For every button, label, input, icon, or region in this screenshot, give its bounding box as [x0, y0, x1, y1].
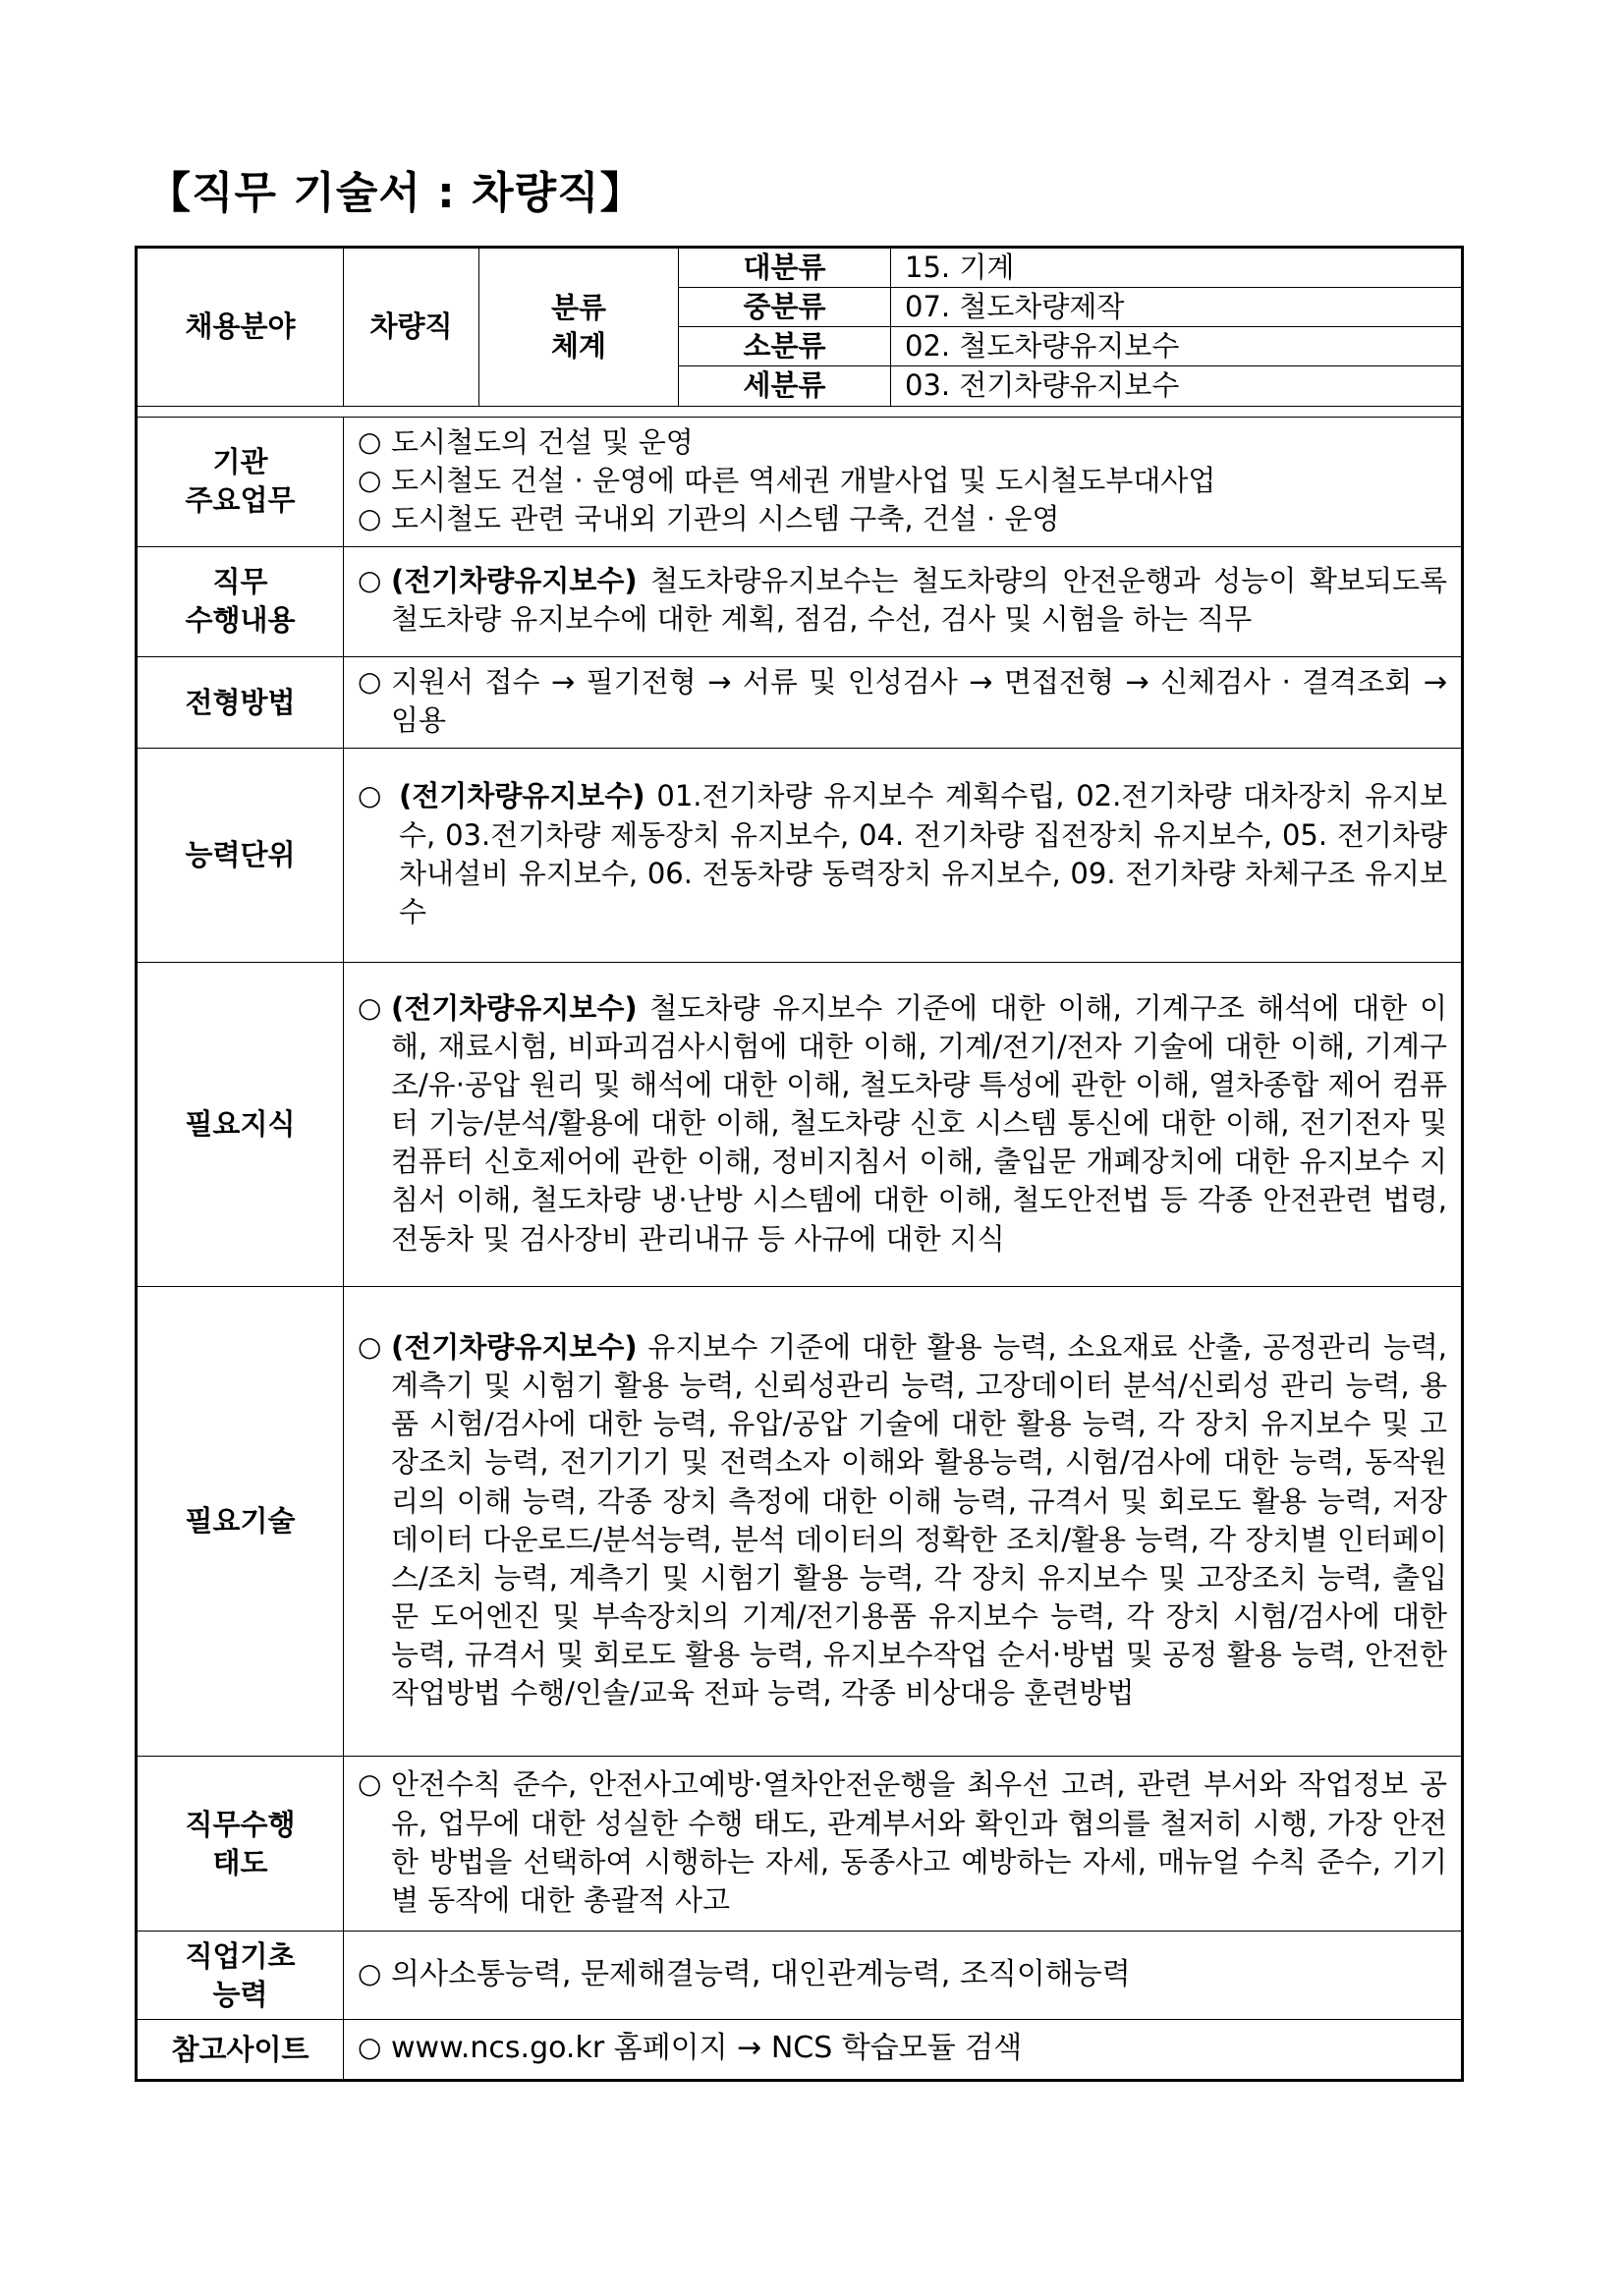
bullet-icon: ○ — [358, 501, 382, 534]
skill-content — [344, 1287, 1463, 1757]
bullet-icon: ○ — [358, 564, 382, 597]
duty-content — [344, 546, 1463, 656]
bullet-icon: ○ — [358, 664, 382, 698]
document-title: 【직무 기술서 : 차량직】 — [147, 168, 644, 218]
duty-label — [137, 546, 344, 656]
duty-lead: (전기차량유지보수) — [391, 564, 638, 598]
classification-level: 소분류 — [679, 327, 891, 366]
classification-label — [479, 248, 679, 407]
ability-text — [399, 777, 1447, 931]
reference-content — [344, 2020, 1463, 2081]
bullet-icon: ○ — [358, 463, 382, 496]
duty-text — [391, 562, 1447, 639]
knowledge-label: 필요지식 — [137, 963, 344, 1287]
bullet-icon: ○ — [358, 2031, 382, 2064]
basic-text: 의사소통능력, 문제해결능력, 대인관계능력, 조직이해능력 — [391, 1956, 1131, 1991]
ability-body: 01.전기차량 유지보수 계획수립, 02.전기차량 대차장치 유지보수, 03.전기차량 제동장치 유지보수, 04. 전기차량 집전장치 유지보수, 05. 전기차량 차내설비 유지보수, 06. 전동차량 동력장치 유지보수, 09. 전기차량 차체구조 유지보수 — [399, 779, 1447, 928]
knowledge-lead: (전기차량유지보수) — [391, 990, 638, 1025]
knowledge-text — [391, 989, 1447, 1259]
classification-level: 대분류 — [679, 248, 891, 288]
knowledge-body: 철도차량 유지보수 기준에 대한 이해, 기계구조 해석에 대한 이해, 재료시험, 비파괴검사시험에 대한 이해, 기계/전기/전자 기술에 대한 이해, 기계구조/유·공압 원리 및 해석에 대한 이해, 철도차량 특성에 관한 이해, 열차종합 제어 컴퓨터 기능/분석/활용에 대한 이해, 철도차량 신호 시스템 통신에 대한 이해, 전기전자 및 컴퓨터 신호제어에 관한 이해, 정비지침서 이해, 출입문 개폐장치에 대한 유지보수 지침서 이해, 철도차량 냉·난방 시스템에 대한 이해, 철도안전법 등 각종 안전관련 법령, 전동차 및 검사장비 관리내규 등 사규에 대한 지식 — [391, 990, 1447, 1256]
main-work-item: 도시철도의 건설 및 운영 — [391, 424, 694, 459]
attitude-text: 안전수칙 준수, 안전사고예방·열차안전운행을 최우선 고려, 관련 부서와 작업정보 공유, 업무에 대한 성실한 수행 태도, 관계부서와 확인과 협의를 철저히 시행, 가장 안전한 방법을 선택하여 시행하는 자세, 동종사고 예방하는 자세, 매뉴얼 수칙 준수, 기기별 동작에 대한 총괄적 사고 — [391, 1767, 1447, 1917]
bullet-icon: ○ — [358, 1330, 382, 1364]
ability-label: 능력단위 — [137, 749, 344, 963]
attitude-content — [344, 1757, 1463, 1932]
table-spacer — [137, 406, 1463, 417]
field-label: 채용분야 — [137, 248, 344, 407]
knowledge-content — [344, 963, 1463, 1287]
bullet-icon: ○ — [358, 779, 382, 812]
basic-content — [344, 1932, 1463, 2020]
main-work-item: 도시철도 관련 국내외 기관의 시스템 구축, 건설 · 운영 — [391, 501, 1060, 535]
duty-label-text: 직무 수행내용 — [185, 565, 296, 638]
classification-value: 07. 철도차량제작 — [891, 288, 1463, 327]
reference-label: 참고사이트 — [137, 2020, 344, 2081]
selection-text: 지원서 접수 → 필기전형 → 서류 및 인성검사 → 면접전형 → 신체검사 · 결격조회 → 임용 — [391, 664, 1447, 738]
bullet-icon: ○ — [358, 424, 382, 458]
attitude-label-text: 직무수행 태도 — [185, 1807, 296, 1879]
list-item — [358, 2029, 1447, 2069]
skill-lead: (전기차량유지보수) — [391, 1330, 638, 1365]
main-work-label-text: 기관 주요업무 — [185, 445, 296, 518]
list-item — [358, 1765, 1447, 1920]
attitude-label — [137, 1757, 344, 1932]
selection-content — [344, 656, 1463, 748]
main-work-item: 도시철도 건설 · 운영에 따른 역세권 개발사업 및 도시철도부대사업 — [391, 463, 1216, 497]
ability-content — [344, 749, 1463, 963]
list-item — [358, 1955, 1447, 1995]
main-work-content — [344, 417, 1463, 546]
field-value: 차량직 — [344, 248, 479, 407]
duty-body: 철도차량유지보수는 철도차량의 안전운행과 성능이 확보되도록 철도차량 유지보수에 대한 계획, 점검, 수선, 검사 및 시험을 하는 직무 — [391, 564, 1447, 637]
basic-label-text: 직업기초 능력 — [185, 1938, 296, 2011]
list-item — [358, 663, 1447, 740]
skill-label: 필요기술 — [137, 1287, 344, 1757]
list-item — [358, 500, 1447, 538]
skill-body: 유지보수 기준에 대한 활용 능력, 소요재료 산출, 공정관리 능력, 계측기 및 시험기 활용 능력, 신뢰성관리 능력, 고장데이터 분석/신뢰성 관리 능력, 용품 시험/검사에 대한 능력, 유압/공압 기술에 대한 활용 능력, 각 장치 유지보수 및 고장조치 능력, 전기기기 및 전력소자 이해와 활용능력, 시험/검사에 대한 능력, 동작원리의 이해 능력, 각종 장치 측정에 대한 이해 능력, 규격서 및 회로도 활용 능력, 저장 데이터 다운로드/분석능력, 분석 데이터의 정확한 조치/활용 능력, 각 장치별 인터페이스/조치 능력, 계측기 및 시험기 활용 능력, 각 장치 유지보수 및 고장조치 능력, 출입문 도어엔진 및 부속장치의 기계/전기용품 유지보수 능력, 각 장치 시험/검사에 대한 능력, 규격서 및 회로도 활용 능력, 유지보수작업 순서·방법 및 공정 활용 능력, 안전한 작업방법 수행/인솔/교육 전파 능력, 각종 비상대응 훈련방법 — [391, 1330, 1447, 1710]
list-item — [358, 989, 1447, 1259]
list-item — [358, 1328, 1447, 1712]
classification-label-text: 분류 체계 — [550, 290, 607, 363]
basic-label — [137, 1932, 344, 2020]
classification-level: 세분류 — [679, 366, 891, 406]
main-work-label — [137, 417, 344, 546]
list-item — [358, 462, 1447, 500]
job-description-table — [135, 246, 1464, 2082]
selection-label: 전형방법 — [137, 656, 344, 748]
classification-value: 15. 기계 — [891, 248, 1463, 288]
classification-value: 03. 전기차량유지보수 — [891, 366, 1463, 406]
skill-text — [391, 1328, 1447, 1712]
bullet-icon: ○ — [358, 1767, 382, 1801]
bullet-icon: ○ — [358, 1956, 382, 1989]
list-item — [358, 777, 1447, 931]
list-item — [358, 562, 1447, 639]
classification-level: 중분류 — [679, 288, 891, 327]
list-item — [358, 423, 1447, 462]
bullet-icon: ○ — [358, 990, 382, 1024]
ability-lead: (전기차량유지보수) — [399, 779, 645, 813]
classification-value: 02. 철도차량유지보수 — [891, 327, 1463, 366]
reference-text: www.ncs.go.kr 홈페이지 → NCS 학습모듈 검색 — [391, 2031, 1023, 2066]
